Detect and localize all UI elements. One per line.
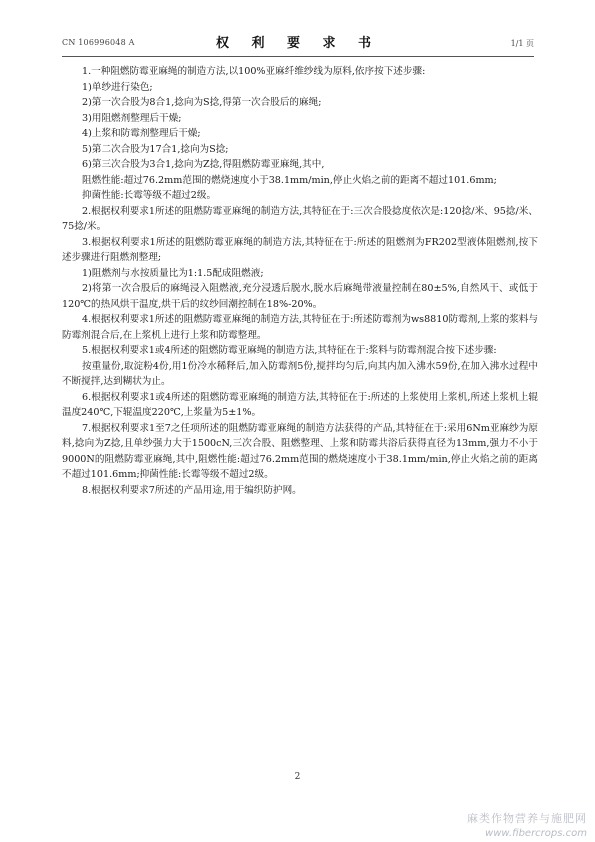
publication-number: CN 106996048 A: [62, 38, 135, 47]
page-indicator: 1/1 页: [510, 39, 534, 48]
watermark: [467, 810, 587, 839]
claim-paragraph: 按重量份,取淀粉4份,用1份冷水稀释后,加入防霉剂5份,搅拌均匀后,向其内加入沸水59份,在加入沸水过程中不断搅拌,达到糊状为止。: [62, 360, 538, 387]
claim-paragraph: 6)第三次合股为3合1,捻向为Z捻,得阻燃防霉亚麻绳,其中,: [82, 159, 325, 170]
claim-paragraph: 5)第二次合股为17合1,捻向为S捻;: [82, 143, 229, 155]
claim-paragraph: 4)上浆和防霉剂整理后干燥;: [82, 128, 201, 139]
claim-paragraph: 4.根据权利要求1所述的阻燃防霉亚麻绳的制造方法,其特征在于:所述防霉剂为ws8810防霉剂,上浆的浆料与防霉剂混合后,在上浆机上进行上浆和防霉整理。: [62, 314, 538, 341]
claim-paragraph: 2)将第一次合股后的麻绳浸入阻燃液,充分浸透后脱水,脱水后麻绳带液量控制在80±5%,自然风干、或低于120℃的热风烘干温度,烘干后的纹纱回潮控制在18%-20%。: [62, 283, 538, 310]
document-header: [62, 30, 534, 52]
claim-paragraph: 3)用阻燃剂整理后干燥;: [82, 112, 182, 124]
claim-paragraph: 1.一种阻燃防霉亚麻绳的制造方法,以100%亚麻纤维纱线为原料,依序按下述步骤:: [82, 66, 426, 77]
watermark-text: 麻类作物营养与施肥网: [467, 812, 587, 825]
watermark-url: www.fibercrops.com: [485, 828, 587, 839]
claim-paragraph: 2.根据权利要求1所述的阻燃防霉亚麻绳的制造方法,其特征在于:三次合股捻度依次是:120捻/米、95捻/米、75捻/米。: [62, 205, 538, 232]
claim-paragraph: 1)阻燃剂与水按质量比为1:1.5配成阻燃液;: [82, 267, 264, 279]
claim-paragraph: 1)单纱进行染色;: [82, 81, 153, 93]
page-number: 2: [294, 772, 301, 782]
claim-paragraph: 2)第一次合股为8合1,捻向为S捻,得第一次合股后的麻绳;: [82, 97, 322, 108]
claim-paragraph: 8.根据权利要求7所述的产品用途,用于编织防护网。: [82, 484, 302, 496]
claims-body: [62, 64, 538, 498]
claim-paragraph: 5.根据权利要求1或4所述的阻燃防霉亚麻绳的制造方法,其特征在于:浆料与防霉剂混合按下述步骤:: [82, 345, 497, 356]
header-rule: [62, 56, 534, 57]
claim-paragraph: 3.根据权利要求1所述的阻燃防霉亚麻绳的制造方法,其特征在于:所述的阻燃剂为FR202型液体阻燃剂,按下述步骤进行阻燃剂整理;: [62, 236, 538, 263]
claim-paragraph: 6.根据权利要求1或4所述的阻燃防霉亚麻绳的制造方法,其特征在于:所述的上浆使用上浆机,所述上浆机上辊温度240℃,下辊温度220℃,上浆量为5±1%。: [62, 391, 538, 418]
claim-paragraph: 抑菌性能:长霉等级不超过2级。: [82, 190, 217, 201]
document-title: 权 利 要 求 书: [215, 36, 381, 51]
claim-paragraph: 7.根据权利要求1至7之任项所述的阻燃防霉亚麻绳的制造方法获得的产品,其特征在于:采用6Nm亚麻纱为原料,捻向为Z捻,且单纱强力大于1500cN,三次合股、阻燃整理、上浆和防霉共浴后获得直径为13mm,强力不小于9000N的阻燃防霉亚麻绳,其中,阻燃性能:超过76.2mm范围的燃烧速度小于38.1mm/min,停止火焰之前的距离不超过101.6mm;抑菌性能:长霉等级不超过2级。: [62, 422, 538, 480]
claim-paragraph: 阻燃性能:超过76.2mm范围的燃烧速度小于38.1mm/min,停止火焰之前的距离不超过101.6mm;: [82, 174, 497, 186]
